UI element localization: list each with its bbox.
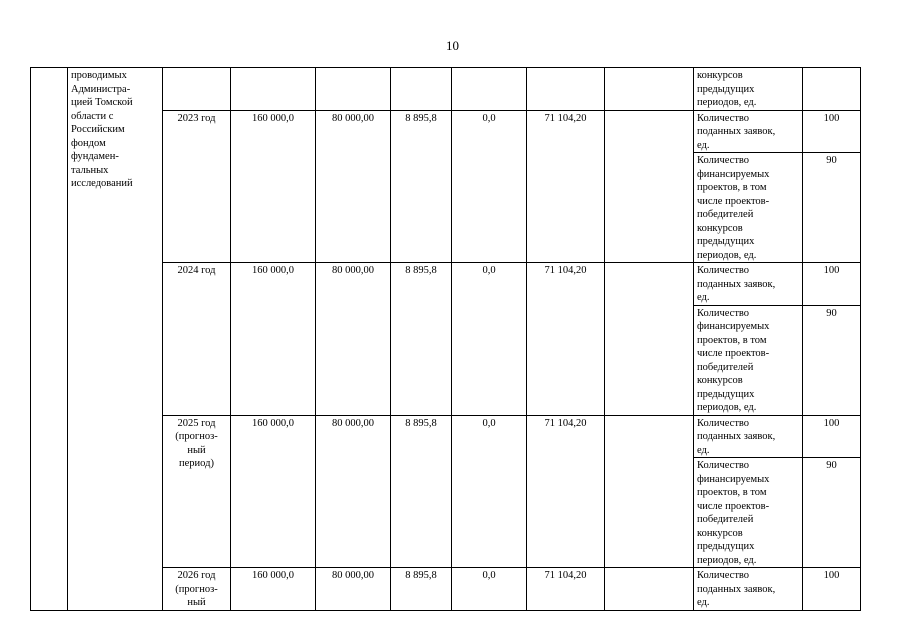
text-line: числе проектов- xyxy=(697,195,770,207)
text-line: 2023 год xyxy=(177,112,216,124)
other-cell: 71 104,20 xyxy=(527,110,605,263)
text-line: Администра- xyxy=(71,83,131,95)
text-line: предыдущих xyxy=(697,236,755,247)
text-line: предыдущих xyxy=(697,388,755,400)
local-cell: 0,0 xyxy=(452,568,527,611)
event-name-cell xyxy=(68,68,163,611)
text-line: (прогноз- xyxy=(175,583,218,595)
year-cell xyxy=(163,415,231,568)
federal-cell: 80 000,00 xyxy=(316,263,391,416)
empty-cell xyxy=(452,68,527,111)
row-number-cell xyxy=(31,68,68,611)
indicator-name-cell xyxy=(694,110,803,153)
text-line: периодов, ед. xyxy=(697,249,757,261)
year-cell xyxy=(163,568,231,611)
text-line: финансируемых xyxy=(697,321,770,332)
total-cell: 160 000,0 xyxy=(231,263,316,416)
text-line: конкурсов xyxy=(697,70,743,81)
local-cell: 0,0 xyxy=(452,415,527,568)
text-line: числе проектов- xyxy=(697,348,770,359)
indicator-value-cell: 100 xyxy=(803,568,861,611)
text-line: ный xyxy=(187,597,206,608)
indicator-value-cell: 90 xyxy=(803,305,861,415)
text-line: 2026 год xyxy=(177,570,216,581)
text-line: области с xyxy=(71,110,114,122)
text-line: ный xyxy=(187,444,206,456)
text-line: победителей xyxy=(697,514,754,525)
other-cell: 71 104,20 xyxy=(527,415,605,568)
text-line: конкурсов xyxy=(697,375,743,386)
program-table xyxy=(30,67,861,611)
text-line: проводимых xyxy=(71,70,127,81)
table-row xyxy=(31,68,861,111)
text-line: числе проектов- xyxy=(697,500,770,512)
text-line: Количество xyxy=(697,265,750,276)
text-line: фундамен- xyxy=(71,151,119,162)
empty-cell xyxy=(605,68,694,111)
text-line: исследований xyxy=(71,178,133,189)
text-line: Количество xyxy=(697,460,750,471)
indicator-name-cell xyxy=(694,68,803,111)
empty-cell xyxy=(163,68,231,111)
federal-cell: 80 000,00 xyxy=(316,110,391,263)
regional-cell: 8 895,8 xyxy=(391,110,452,263)
total-cell: 160 000,0 xyxy=(231,110,316,263)
empty-cell xyxy=(527,68,605,111)
year-cell xyxy=(163,110,231,263)
regional-cell: 8 895,8 xyxy=(391,263,452,416)
total-cell: 160 000,0 xyxy=(231,415,316,568)
total-cell: 160 000,0 xyxy=(231,568,316,611)
regional-cell: 8 895,8 xyxy=(391,415,452,568)
indicator-value-cell: 100 xyxy=(803,263,861,306)
regional-cell: 8 895,8 xyxy=(391,568,452,611)
text-line: ед. xyxy=(697,139,710,151)
empty-cell xyxy=(605,415,694,568)
local-cell: 0,0 xyxy=(452,263,527,416)
text-line: конкурсов xyxy=(697,222,743,234)
federal-cell: 80 000,00 xyxy=(316,415,391,568)
text-line: 2024 год xyxy=(177,265,216,276)
indicator-name-cell xyxy=(694,568,803,611)
indicator-value-cell: 90 xyxy=(803,153,861,263)
text-line: Количество xyxy=(697,155,750,166)
text-line: периодов, ед. xyxy=(697,554,757,566)
text-line: предыдущих xyxy=(697,83,755,95)
indicator-value-cell: 100 xyxy=(803,110,861,153)
text-line: 2025 год xyxy=(177,417,216,429)
local-cell: 0,0 xyxy=(452,110,527,263)
empty-cell xyxy=(316,68,391,111)
text-line: Количество xyxy=(697,417,750,429)
indicator-name-cell xyxy=(694,153,803,263)
year-cell xyxy=(163,263,231,416)
text-line: поданных заявок, xyxy=(697,126,776,137)
text-line: конкурсов xyxy=(697,527,743,539)
text-line: победителей xyxy=(697,361,754,373)
text-line: поданных заявок, xyxy=(697,278,776,290)
empty-cell xyxy=(605,568,694,611)
text-line: тальных xyxy=(71,164,109,176)
text-line: Российским xyxy=(71,124,125,135)
text-line: период) xyxy=(179,458,214,469)
text-line: периодов, ед. xyxy=(697,402,757,413)
text-line: Количество xyxy=(697,112,750,124)
text-line: ед. xyxy=(697,597,710,608)
indicator-name-cell xyxy=(694,458,803,568)
indicator-value-cell xyxy=(803,68,861,111)
text-line: проектов, в том xyxy=(697,487,767,498)
indicator-name-cell xyxy=(694,415,803,458)
indicator-name-cell xyxy=(694,263,803,306)
empty-cell xyxy=(391,68,452,111)
text-line: проектов, в том xyxy=(697,334,767,346)
text-line: ед. xyxy=(697,292,710,303)
text-line: проектов, в том xyxy=(697,182,767,193)
other-cell: 71 104,20 xyxy=(527,263,605,416)
text-line: Количество xyxy=(697,570,750,581)
other-cell: 71 104,20 xyxy=(527,568,605,611)
indicator-name-cell xyxy=(694,305,803,415)
text-line: фондом xyxy=(71,137,106,149)
text-line: финансируемых xyxy=(697,168,770,180)
text-line: (прогноз- xyxy=(175,431,218,442)
text-line: ед. xyxy=(697,444,710,456)
text-line: цией Томской xyxy=(71,97,133,108)
text-line: Количество xyxy=(697,307,750,319)
text-line: победителей xyxy=(697,209,754,220)
text-line: поданных заявок, xyxy=(697,583,776,595)
indicator-value-cell: 90 xyxy=(803,458,861,568)
empty-cell xyxy=(231,68,316,111)
federal-cell: 80 000,00 xyxy=(316,568,391,611)
indicator-value-cell: 100 xyxy=(803,415,861,458)
empty-cell xyxy=(605,110,694,263)
empty-cell xyxy=(605,263,694,416)
text-line: поданных заявок, xyxy=(697,431,776,442)
page-number: 10 xyxy=(446,38,459,53)
text-line: периодов, ед. xyxy=(697,97,757,108)
text-line: финансируемых xyxy=(697,473,770,485)
text-line: предыдущих xyxy=(697,541,755,552)
